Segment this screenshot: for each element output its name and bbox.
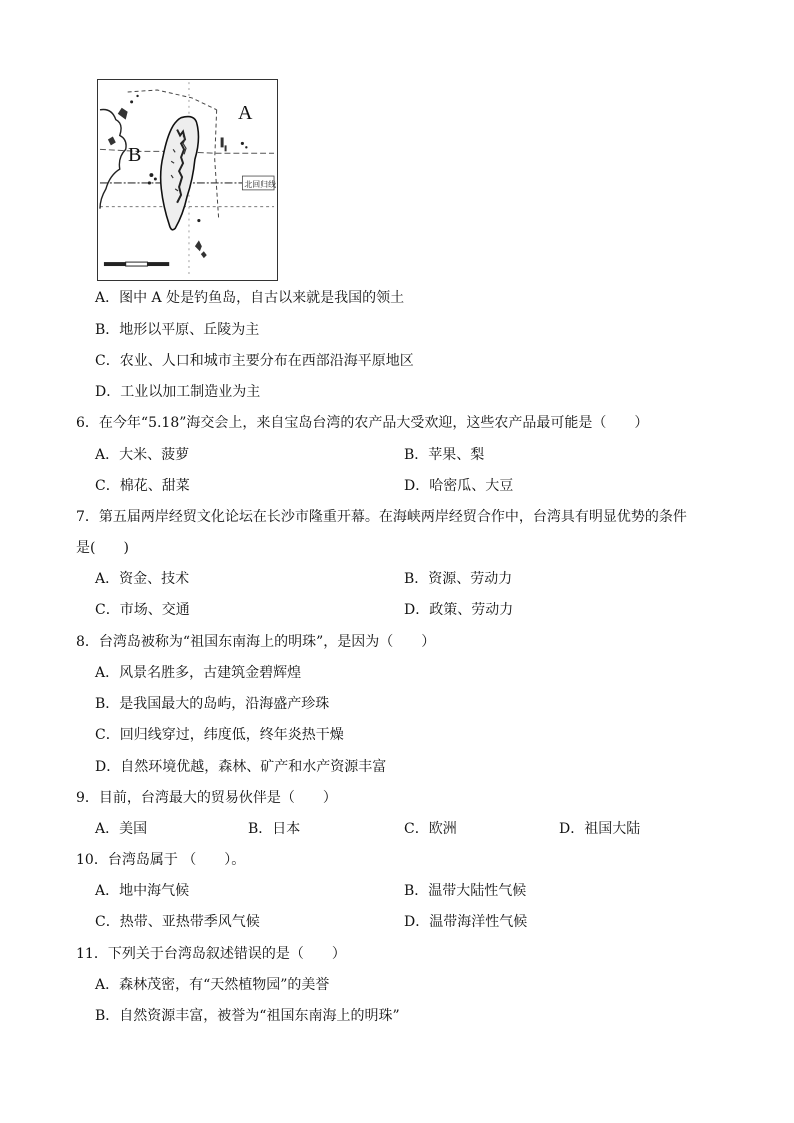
q10-option-b: B．温带大陆性气候	[404, 883, 527, 899]
q7-option-c: C．市场、交通	[95, 602, 190, 618]
q7-option-b: B．资源、劳动力	[404, 571, 513, 587]
map-label-b: B	[128, 144, 142, 166]
q10-stem: 10．台湾岛属于 （ ）。	[76, 852, 246, 868]
q9-option-d: D．祖国大陆	[559, 821, 641, 837]
q6-option-b: B．苹果、梨	[404, 447, 485, 463]
q9-option-a: A．美国	[95, 821, 148, 837]
q10-option-a: A．地中海气候	[95, 883, 190, 899]
q5-option-a: A．图中 A 处是钓鱼岛，自古以来就是我国的领土	[95, 290, 405, 306]
q11-option-b: B．自然资源丰富，被誉为“祖国东南海上的明珠”	[95, 1008, 400, 1024]
taiwan-map-figure	[97, 79, 278, 281]
q8-option-d: D．自然环境优越，森林、矿产和水产资源丰富	[95, 759, 387, 775]
q10-option-d: D．温带海洋性气候	[404, 914, 528, 930]
q6-option-d: D．哈密瓜、大豆	[404, 478, 514, 494]
q6-stem: 6．在今年“5.18”海交会上，来自宝岛台湾的农产品大受欢迎，这些农产品最可能是（ ）	[76, 415, 649, 431]
q5-option-d: D．工业以加工制造业为主	[95, 384, 261, 400]
q9-option-b: B．日本	[248, 821, 301, 837]
q5-option-b: B．地形以平原、丘陵为主	[95, 322, 260, 338]
q7-option-a: A．资金、技术	[95, 571, 190, 587]
q8-option-b: B．是我国最大的岛屿，沿海盛产珍珠	[95, 696, 330, 712]
map-label-a: A	[238, 102, 253, 124]
q11-stem: 11．下列关于台湾岛叙述错误的是（ ）	[76, 946, 346, 962]
tropic-label: 北回归线	[244, 179, 276, 189]
q9-stem: 9．目前，台湾最大的贸易伙伴是（ ）	[76, 790, 337, 806]
q8-option-c: C．回归线穿过，纬度低，终年炎热干燥	[95, 727, 344, 743]
q7-stem-line1: 7．第五届两岸经贸文化论坛在长沙市隆重开幕。在海峡两岸经贸合作中，台湾具有明显优势的条件	[76, 509, 687, 525]
q11-option-a: A．森林茂密，有“天然植物园”的美誉	[95, 977, 330, 993]
q8-option-a: A．风景名胜多，古建筑金碧辉煌	[95, 665, 302, 681]
q6-option-c: C．棉花、甜菜	[95, 478, 190, 494]
q7-option-d: D．政策、劳动力	[404, 602, 514, 618]
q10-option-c: C．热带、亚热带季风气候	[95, 914, 260, 930]
q6-option-a: A．大米、菠萝	[95, 447, 190, 463]
q5-option-c: C．农业、人口和城市主要分布在西部沿海平原地区	[95, 353, 414, 369]
q8-stem: 8．台湾岛被称为“祖国东南海上的明珠”，是因为（ ）	[76, 634, 436, 650]
q9-option-c: C．欧洲	[404, 821, 457, 837]
q7-stem-line2: 是( )	[76, 540, 129, 556]
